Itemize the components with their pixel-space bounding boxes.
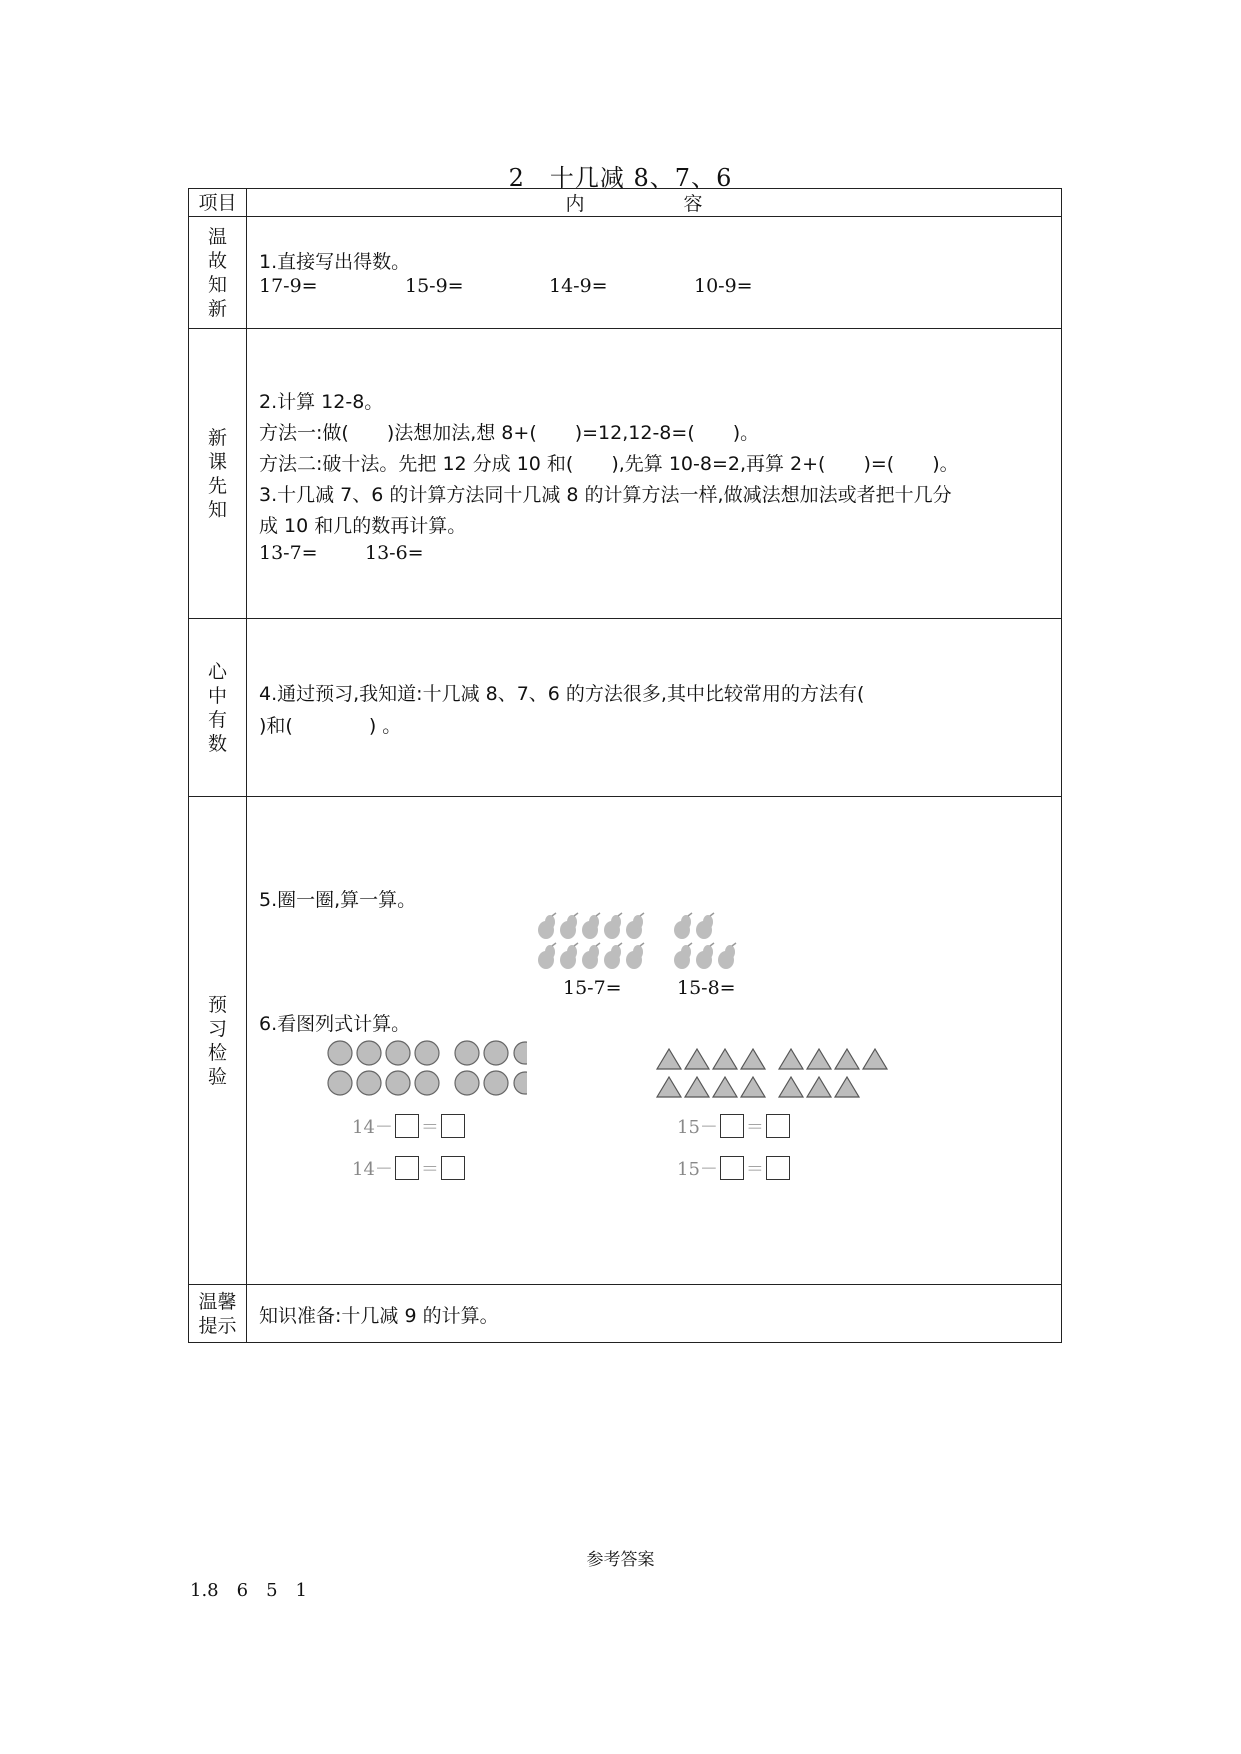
row-label (189, 329, 247, 619)
row-check (189, 797, 1062, 1285)
row-new-lesson (189, 329, 1062, 619)
answer-box[interactable] (766, 1156, 790, 1180)
preview-table (188, 188, 1062, 1343)
box-equation (677, 1113, 790, 1139)
answer-text: 1.8 6 5 1 (190, 1580, 307, 1601)
equation-prefix: 14－ (352, 1117, 393, 1138)
question-2: 2.计算 12-8。 (259, 391, 384, 413)
pear-icon (538, 913, 736, 969)
box-equation (352, 1113, 465, 1139)
equals-sign: ＝ (745, 1117, 764, 1138)
header-item: 项目 (189, 189, 247, 217)
question-3: 3.十几减 7、6 的计算方法同十几减 8 的计算方法一样,做减法想加法或者把十几分 (259, 484, 952, 506)
pears-figure (537, 909, 767, 975)
header-content: 内 容 (247, 189, 1062, 217)
equation-prefix: 14－ (352, 1159, 393, 1180)
question-6: 6.看图列式计算。 (259, 1013, 411, 1035)
equation: 10-9= (694, 275, 753, 297)
question-5: 5.圈一圈,算一算。 (259, 889, 417, 911)
answer-box[interactable] (441, 1114, 465, 1138)
equation-prefix: 15－ (677, 1159, 718, 1180)
tip-text: 知识准备:十几减 9 的计算。 (259, 1305, 499, 1327)
box-equation (352, 1155, 465, 1181)
equation: 17-9= (259, 275, 318, 297)
row-label-text: 温馨提示 (198, 1290, 237, 1337)
question-3-cont: 成 10 和几的数再计算。 (259, 515, 467, 537)
equals-sign: ＝ (420, 1117, 439, 1138)
row-content (247, 619, 1062, 797)
answer-box[interactable] (720, 1114, 744, 1138)
circles-figure (327, 1039, 527, 1105)
row-label-text: 新课先知 (207, 426, 227, 521)
answer-box[interactable] (395, 1156, 419, 1180)
row-label-text: 预习检验 (207, 993, 227, 1088)
answer-box[interactable] (720, 1156, 744, 1180)
row-summary (189, 619, 1062, 797)
equals-sign: ＝ (745, 1159, 764, 1180)
row-label (189, 217, 247, 329)
row-content (247, 217, 1062, 329)
box-equation (677, 1155, 790, 1181)
row-label (189, 619, 247, 797)
answer-box[interactable] (395, 1114, 419, 1138)
row-review (189, 217, 1062, 329)
question-4: 4.通过预习,我知道:十几减 8、7、6 的方法很多,其中比较常用的方法有( (259, 683, 865, 705)
circle-icon (328, 1041, 527, 1095)
answer-title: 参考答案 (586, 1550, 655, 1570)
answer-box[interactable] (441, 1156, 465, 1180)
table-header-row (189, 189, 1062, 217)
question-4-cont: )和( ) 。 (259, 715, 402, 737)
equation: 13-7= (259, 542, 318, 564)
row-tips (189, 1285, 1062, 1343)
equation: 15-9= (405, 275, 464, 297)
row-label-text: 温故知新 (207, 225, 227, 320)
answer-box[interactable] (766, 1114, 790, 1138)
equation: 14-9= (549, 275, 608, 297)
row-label-text: 心中有数 (207, 660, 227, 755)
equation: 15-8= (677, 977, 736, 999)
equation: 13-6= (365, 542, 424, 564)
triangle-icon (657, 1049, 887, 1097)
method-2: 方法二:破十法。先把 12 分成 10 和( ),先算 10-8=2,再算 2+( )=( )。 (259, 453, 959, 475)
question-1: 1.直接写出得数。 (259, 251, 411, 273)
method-1: 方法一:做( )法想加法,想 8+( )=12,12-8=( )。 (259, 422, 760, 444)
row-content (247, 329, 1062, 619)
row-content (247, 1285, 1062, 1343)
equation-prefix: 15－ (677, 1117, 718, 1138)
row-label (189, 797, 247, 1285)
triangles-figure (655, 1045, 903, 1101)
equals-sign: ＝ (420, 1159, 439, 1180)
row-content (247, 797, 1062, 1285)
page-title: 2 十几减 8、7、6 (508, 164, 733, 192)
row-label (189, 1285, 247, 1343)
equation: 15-7= (563, 977, 622, 999)
